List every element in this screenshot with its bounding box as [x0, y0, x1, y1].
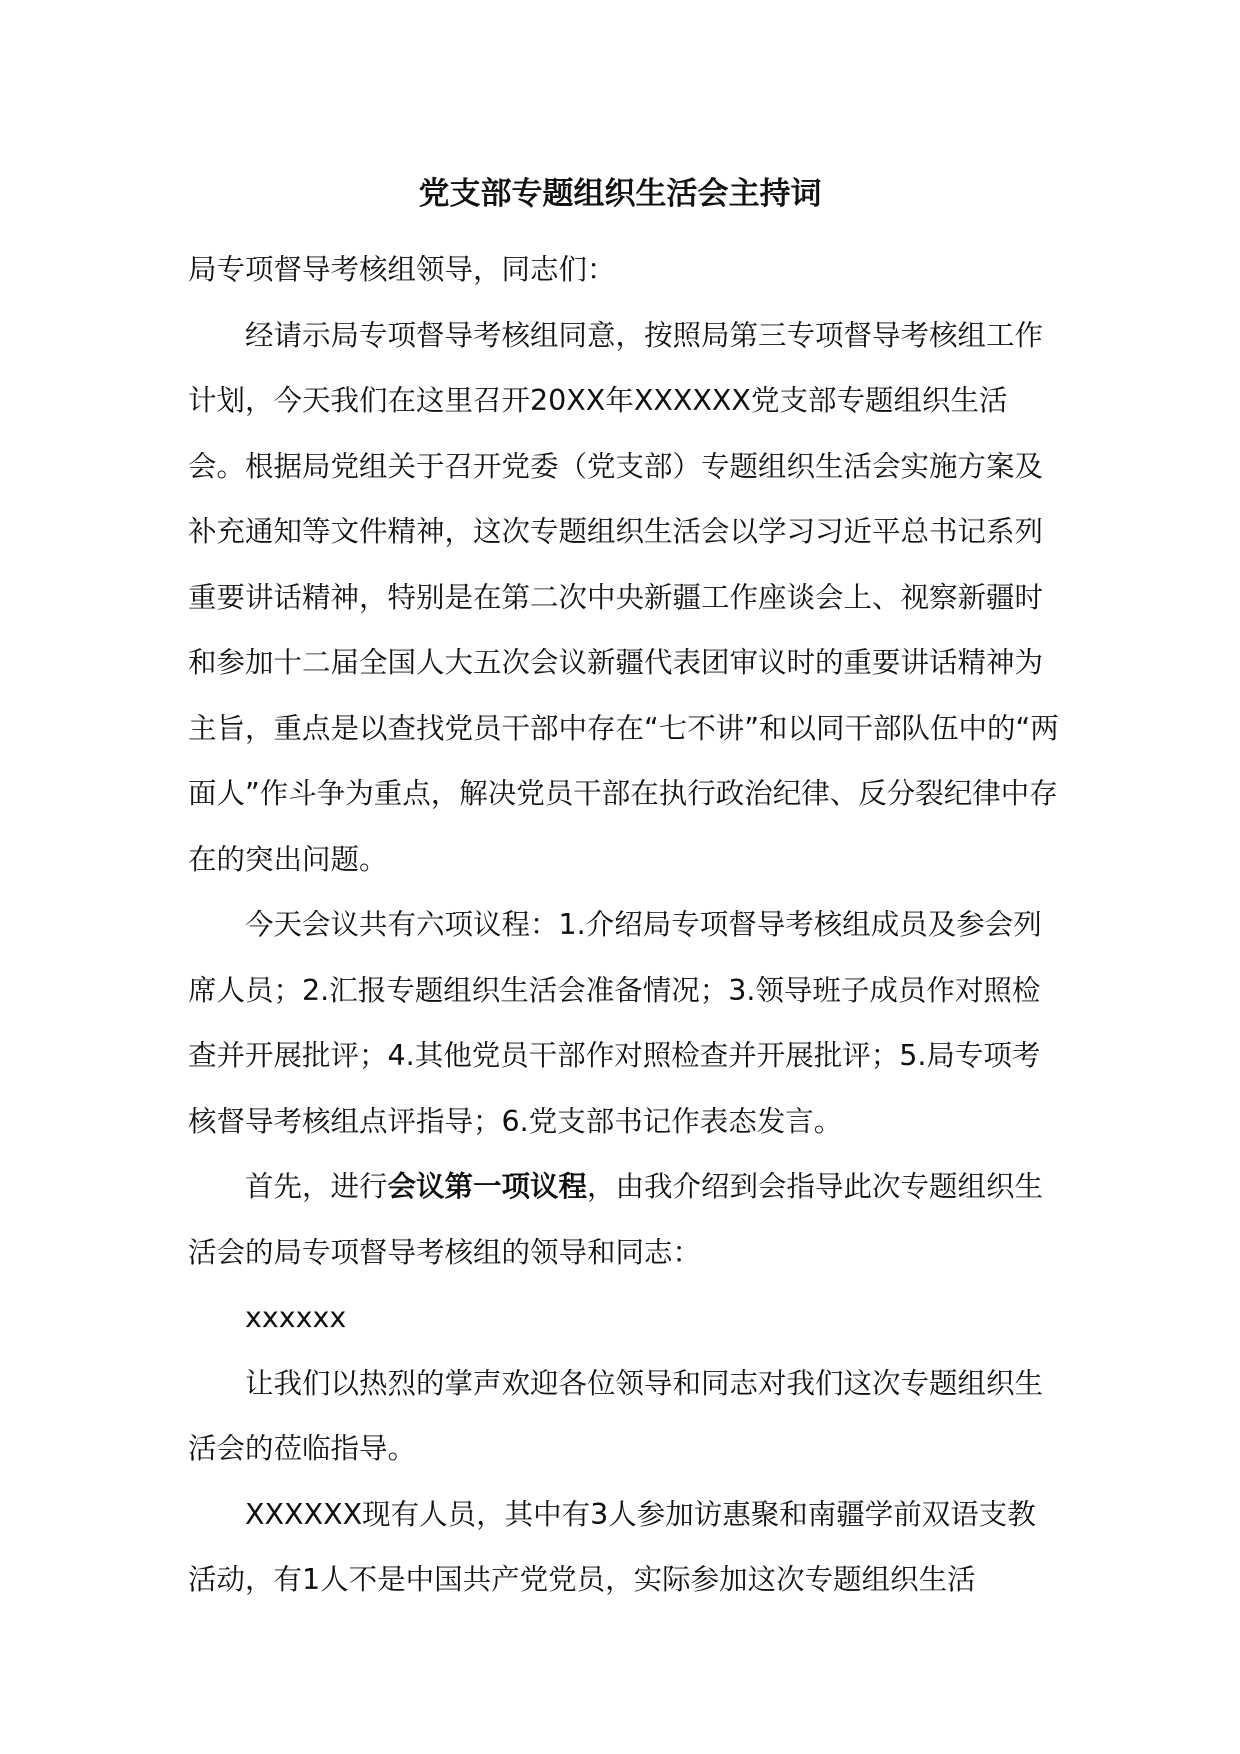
paragraph-attendance: XXXXXX现有人员，其中有3人参加访惠聚和南疆学前双语支教活动，有1人不是中国共产党党员，实际参加这次专题组织生活	[188, 1497, 1036, 1596]
paragraph-welcome: 让我们以热烈的掌声欢迎各位领导和同志对我们这次专题组织生活会的莅临指导。	[188, 1366, 1044, 1465]
paragraph-first-agenda-item	[188, 1154, 1060, 1285]
bold-agenda-label: 会议第一项议程	[387, 1170, 588, 1203]
document-title: 党支部专题组织生活会主持词	[418, 176, 822, 212]
paragraph-text: ，由我介绍到会指导此次专题组织生活会的局专项督导考核组的领导和同志：	[188, 1170, 1044, 1269]
paragraph-attendee-placeholder: xxxxxx	[245, 1301, 347, 1334]
document-body	[188, 237, 1060, 1613]
paragraph-agenda: 今天会议共有六项议程：1.介绍局专项督导考核组成员及参会列席人员；2.汇报专题组织生活会准备情况；3.领导班子成员作对照检查并开展批评；4.其他党员干部作对照检查并开展批评；5.局专项考核督导考核组点评指导；6.党支部书记作表态发言。	[188, 908, 1042, 1138]
paragraph-text: 首先，进行	[245, 1170, 388, 1203]
paragraph-meeting-purpose: 经请示局专项督导考核组同意，按照局第三专项督导考核组工作计划，今天我们在这里召开20XX年XXXXXX党支部专题组织生活会。根据局党组关于召开党委（党支部）专题组织生活会实施方案及补充通知等文件精神，这次专题组织生活会以学习习近平总书记系列重要讲话精神，特别是在第二次中央新疆工作座谈会上、视察新疆时和参加十二届全国人大五次会议新疆代表团审议时的重要讲话精神为主旨，重点是以查找党员干部中存在“七不讲”和以同干部队伍中的“两面人”作斗争为重点，解决党员干部在执行政治纪律、反分裂纪律中存在的突出问题。	[188, 318, 1059, 876]
salutation: 局专项督导考核组领导，同志们：	[188, 253, 616, 286]
